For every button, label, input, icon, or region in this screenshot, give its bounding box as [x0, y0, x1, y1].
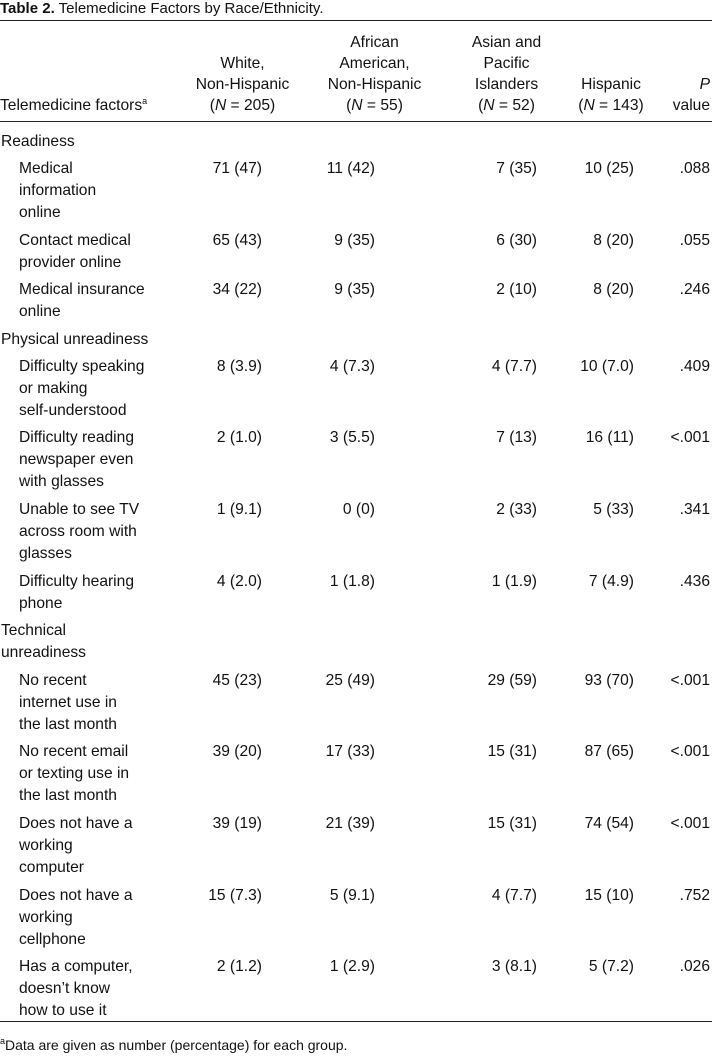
row-label: Difficulty reading newspaper even with glasses: [19, 429, 134, 491]
count-cell: 15 (10): [584, 886, 634, 904]
p-value-cell: <.001: [670, 743, 710, 761]
count-cell: 10 (7.0): [580, 357, 634, 375]
count-cell: 8 (20): [593, 231, 634, 249]
header-asian-line2: Pacific: [483, 55, 530, 72]
count-cell: 9 (35): [334, 231, 375, 249]
n-eq: =: [594, 97, 613, 114]
header-african-line2: American,: [339, 55, 410, 72]
count-cell: 11 (42): [326, 160, 375, 178]
count-cell: 7 (13): [496, 429, 537, 447]
row-label: Medical information online: [19, 160, 97, 222]
header-factor-sup: a: [142, 96, 148, 106]
row-label: No recent email or texting use in the last month: [19, 743, 130, 805]
header-white: [180, 26, 305, 116]
header-p-word: value: [672, 97, 710, 114]
count-cell: 74 (54): [584, 815, 634, 832]
p-value-cell: .088: [679, 160, 710, 178]
header-p-letter: P: [699, 76, 710, 93]
n-value: 52: [512, 97, 530, 114]
header-hispanic-line1: Hispanic: [581, 76, 641, 93]
n-eq: =: [494, 97, 513, 114]
count-cell: 0 (0): [342, 501, 375, 519]
count-cell: 1 (1.8): [329, 572, 375, 590]
header-factor: [0, 26, 175, 116]
n-eq: =: [226, 97, 244, 114]
row-label: Does not have a working computer: [19, 815, 133, 876]
count-cell: 15 (31): [487, 815, 537, 832]
count-cell: 1 (1.9): [491, 572, 537, 590]
header-african: [312, 26, 437, 116]
p-value-cell: <.001: [670, 429, 710, 447]
n-close: ): [638, 97, 644, 114]
count-cell: 1 (9.1): [216, 501, 262, 519]
bottom-rule: [0, 1021, 712, 1022]
count-cell: 3 (8.1): [491, 958, 537, 976]
n-letter: N: [214, 97, 227, 114]
count-cell: 34 (22): [212, 281, 262, 299]
count-cell: 25 (49): [325, 671, 375, 689]
count-cell: 4 (7.3): [329, 357, 375, 375]
footnote-sup: a: [0, 1036, 6, 1046]
n-value: 55: [380, 97, 398, 114]
count-cell: 15 (31): [487, 743, 537, 761]
header-asian-line3: Islanders: [474, 76, 539, 93]
header-white-line2: Non-Hispanic: [195, 76, 290, 93]
count-cell: 21 (39): [325, 815, 375, 832]
count-cell: 9 (35): [334, 281, 375, 299]
count-cell: 8 (20): [593, 281, 634, 299]
footnote-text: Data are given as number (percentage) for each group.: [5, 1037, 348, 1053]
n-eq: =: [362, 97, 381, 114]
top-rule: [0, 20, 712, 21]
count-cell: 2 (1.0): [216, 429, 262, 447]
count-cell: 29 (59): [487, 671, 537, 689]
count-cell: 1 (2.9): [329, 958, 375, 976]
section-title: Readiness: [1, 133, 75, 150]
header-african-n: [312, 95, 437, 116]
count-cell: 15 (7.3): [208, 886, 262, 904]
p-value-cell: <.001: [670, 815, 710, 832]
count-cell: 3 (5.5): [329, 429, 375, 447]
n-value: 143: [612, 97, 639, 114]
count-cell: 2 (10): [496, 281, 537, 299]
p-value-cell: .436: [679, 572, 710, 590]
row-label: Does not have a working cellphone: [19, 886, 133, 948]
n-open: (: [209, 97, 215, 114]
count-cell: 4 (7.7): [491, 357, 537, 375]
count-cell: 2 (33): [496, 501, 537, 519]
n-open: (: [478, 97, 484, 114]
row-label: Unable to see TV across room with glasses: [19, 501, 140, 563]
n-letter: N: [583, 97, 595, 114]
count-cell: 5 (7.2): [588, 958, 634, 976]
section-title: Technical unreadiness: [1, 622, 86, 662]
row-label: Difficulty speaking or making self-understood: [19, 357, 145, 419]
p-value-cell: .246: [679, 281, 710, 299]
header-asian-line1: Asian and: [471, 34, 542, 51]
count-cell: 2 (1.2): [216, 958, 262, 976]
p-value-cell: .055: [679, 231, 710, 249]
count-cell: 65 (43): [212, 231, 262, 249]
row-label: Medical insurance online: [19, 281, 145, 321]
n-open: (: [578, 97, 584, 114]
n-letter: N: [351, 97, 363, 114]
table-caption: [0, 0, 324, 20]
row-label: No recent internet use in the last month: [19, 671, 117, 733]
count-cell: 4 (2.0): [216, 572, 262, 590]
count-cell: 39 (20): [212, 743, 262, 761]
count-cell: 93 (70): [584, 671, 634, 689]
p-value-cell: .341: [679, 501, 710, 519]
row-label: Has a computer, doesn’t know how to use it: [19, 958, 133, 1020]
header-hispanic: [566, 26, 656, 116]
header-african-line3: Non-Hispanic: [327, 76, 422, 93]
count-cell: 71 (47): [212, 160, 262, 178]
header-factor-label: Telemedicine factors: [0, 97, 143, 114]
p-value-cell: .026: [679, 958, 710, 976]
caption-title: Telemedicine Factors by Race/Ethnicity.: [58, 0, 324, 17]
header-p-value: [660, 26, 710, 116]
count-cell: 8 (3.9): [216, 357, 262, 375]
p-value-cell: .409: [679, 357, 710, 375]
header-african-line1: African: [350, 34, 399, 51]
count-cell: 7 (35): [496, 160, 537, 178]
count-cell: 87 (65): [584, 743, 634, 761]
header-asian-n: [449, 95, 564, 116]
p-value-cell: .752: [679, 886, 710, 904]
n-close: ): [529, 97, 535, 114]
count-cell: 16 (11): [585, 429, 634, 447]
row-label: Contact medical provider online: [19, 231, 131, 271]
n-letter: N: [483, 97, 495, 114]
count-cell: 10 (25): [584, 160, 634, 178]
row-label: Difficulty hearing phone: [19, 572, 134, 612]
header-white-line1: White,: [220, 55, 265, 72]
count-cell: 5 (9.1): [329, 886, 375, 904]
count-cell: 5 (33): [593, 501, 634, 519]
count-cell: 45 (23): [212, 671, 262, 689]
n-close: ): [270, 97, 276, 114]
count-cell: 4 (7.7): [491, 886, 537, 904]
header-asian: [449, 26, 564, 116]
caption-label: Table 2.: [0, 0, 55, 17]
header-hispanic-n: [566, 95, 656, 116]
n-close: ): [397, 97, 403, 114]
section-title: Physical unreadiness: [1, 330, 149, 348]
header-white-n: [180, 95, 305, 116]
count-cell: 6 (30): [496, 231, 537, 249]
header-rule: [0, 121, 712, 122]
count-cell: 17 (33): [325, 743, 375, 761]
count-cell: 39 (19): [212, 815, 262, 832]
n-value: 205: [244, 97, 271, 114]
count-cell: 7 (4.9): [588, 572, 634, 590]
n-open: (: [346, 97, 352, 114]
p-value-cell: <.001: [670, 671, 710, 689]
